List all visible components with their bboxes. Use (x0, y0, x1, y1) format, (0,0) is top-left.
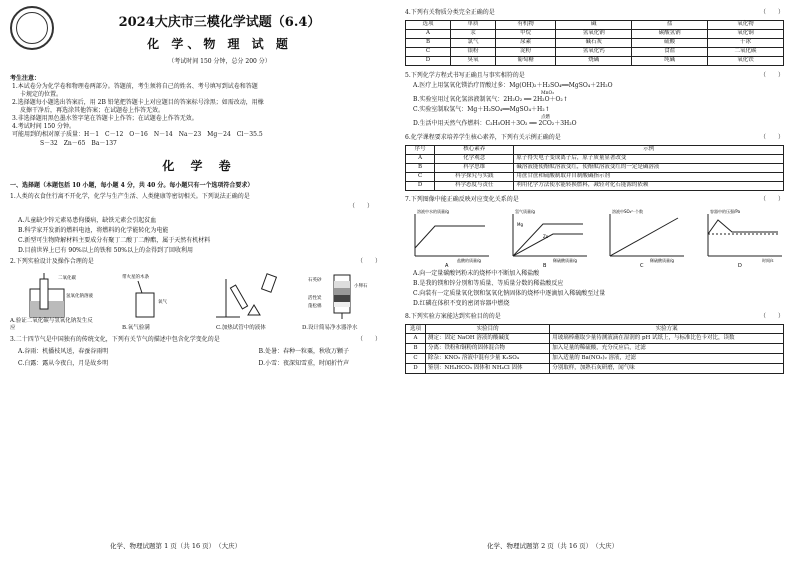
table-cell: B (406, 344, 426, 354)
question-text: 6.化学课程要求培养学生核心素养，下列有关示例正确的是 (405, 133, 561, 141)
table-cell: 葡萄糖 (495, 57, 555, 66)
question-7 (405, 196, 784, 204)
table-row (406, 364, 784, 374)
table-header-cell: 碱 (556, 21, 632, 30)
table-cell: 除杂：KNO₃ 溶液中混有少量 K₂SO₄ (425, 354, 549, 364)
co2-naoh-apparatus-icon (10, 271, 95, 321)
figure-b (108, 271, 193, 333)
table-header-cell: 实验目的 (425, 325, 549, 334)
axis-label: 氢气质量/g (514, 208, 535, 214)
fig-label: 二氧化碳 (58, 275, 76, 281)
question-3 (10, 336, 389, 344)
atomic-masses: 可能用到的相对原子质量：H－1 C－12 O－16 N－14 Na－23 Mg－24 Cl－35.5 (12, 131, 263, 139)
table-cell: 用玻璃棒蘸取少量待测液滴在湿润的 pH 试纸上，与标准比色卡对比，读数 (550, 334, 784, 344)
question-text: 8.下列实验方案能达到实验目的的是 (405, 313, 501, 321)
axis-label: 溶液中SO₄²⁻个数 (612, 208, 644, 214)
option-c: C.实验室制取氢气：Mg＋H₂SO₄══MgSO₄＋H₂↑ (413, 106, 550, 114)
fig-label: 带火星的木条 (122, 274, 149, 280)
option-d: D.红磷在体积不变的密闭容器中燃烧 (413, 300, 510, 308)
option-d: D.目前世界上已有 90%以上的铁和 50%以上的金得到了回收利用 (18, 247, 193, 255)
table-header-cell: 有机物 (495, 21, 555, 30)
q7-graphs (405, 208, 784, 268)
q8-table (405, 324, 784, 374)
table-cell: 干冰 (708, 39, 784, 48)
table-header-cell: 实验方案 (550, 325, 784, 334)
table-cell: 氧化铜 (708, 30, 784, 39)
table-cell: C (406, 172, 435, 181)
answer-paren: （ ） (356, 258, 381, 266)
table-header-cell: 单质 (450, 21, 495, 30)
note-line: 皮擦干净后，再选涂其他答案；在试题卷上作答无效。 (20, 107, 165, 115)
axis-label: 时间/s (761, 257, 774, 263)
table-body (406, 334, 784, 374)
table-row (406, 163, 784, 172)
notes-heading: 考生注意： (10, 74, 41, 82)
table-row (406, 344, 784, 354)
figure-caption: D.设计简易净水器净水 (302, 325, 358, 332)
table-row (406, 48, 784, 57)
table-row (406, 172, 784, 181)
table-cell: 碱溶液能使酚酞溶液变红，使酚酞溶液变红的一定是碱溶液 (514, 163, 784, 172)
fig-label: 石英砂 (308, 277, 322, 283)
note-line: 卡规定的位置。 (20, 91, 63, 99)
question-6 (405, 134, 784, 142)
table-cell: D (406, 57, 451, 66)
table-cell: 甲烷 (495, 30, 555, 39)
table-cell: 科学态度与责任 (435, 181, 514, 190)
option-b: B.科学家开发新的燃料电池，将燃料的化学能转化为电能 (18, 227, 169, 235)
option-c: C.向装有一定质量氧化钡和氢氧化钠固体的烧杯中逐滴加入稀硫酸至过量 (413, 289, 606, 297)
series-label: Mg (516, 221, 523, 227)
table-header-cell: 序号 (406, 145, 435, 154)
page-footer: 化学、物理试题第 1 页（共 16 页） （大庆） (110, 542, 242, 551)
fig-label: 活性炭 (308, 295, 322, 301)
table-row (406, 154, 784, 163)
note-line: 4.考试时间 150 分钟。 (12, 123, 75, 131)
school-seal-logo (10, 6, 54, 50)
figure-a (10, 271, 95, 333)
question-5 (405, 72, 784, 80)
option-b: B.是我的镁和锌分别和等质量、等质量分数的稀盐酸反应 (413, 279, 564, 287)
section-title: 化 学 卷 (162, 158, 237, 173)
part-heading: 一、选择题（本题包括 10 小题，每小题 4 分，共 40 分。每小题只有一个选项符合要求） (10, 181, 254, 189)
option-a: A.医疗上用氢氧化镁治疗胃酸过多：Mg(OH)₂＋H₂SO₄══MgSO₄＋2H₂O (413, 82, 613, 90)
table-cell: C (406, 354, 426, 364)
answer-paren: （ ） (759, 72, 784, 80)
table-cell: D (406, 364, 426, 374)
oxygen-test-apparatus-icon (108, 271, 193, 321)
option-d: D.小雪：夜深知雪重，时闻折竹声 (258, 359, 349, 367)
table-cell: 原子得失电子变成离子后，原子质量显著改变 (514, 154, 784, 163)
fig-label: 蓬松棉 (308, 303, 322, 309)
option-c: C.新型可生物降解材料主要成分有聚丁二酸丁二醇酯，属于天然有机材料 (18, 237, 211, 245)
table-header-cell: 氧化物 (708, 21, 784, 30)
exam-subtitle: 化 学、物 理 试 题 (147, 36, 292, 51)
table-row (406, 354, 784, 364)
table-header-row (406, 325, 784, 334)
table-cell: 氯气 (450, 39, 495, 48)
question-text: 5.下列化学方程式书写正确且与事实相符的是 (405, 72, 525, 80)
axis-label: 稀硫酸质量/g (552, 257, 577, 263)
graph-a (405, 208, 491, 268)
answer-paren: （ ） (356, 335, 381, 343)
table-cell: 加入足量的稀硫酸，充分反应后，过滤 (550, 344, 784, 354)
table-cell: D (406, 181, 435, 190)
answer-paren: （ ） (348, 203, 373, 211)
note-line: 1.本试卷分为化学卷和物理卷两部分。答题前，考生须将自己的姓名、考号填写到试卷和答题 (12, 82, 258, 90)
graph-d (698, 208, 784, 268)
water-purifier-icon (304, 271, 389, 321)
option-a: A.谷雨：机播枝风送，春蚕谷雨明 (18, 347, 109, 355)
table-cell: 化学观念 (435, 154, 514, 163)
table-row (406, 30, 784, 39)
question-text: 2.下列实验设计及操作合理的是 (10, 258, 94, 266)
table-cell: 科学思维 (435, 163, 514, 172)
note-line: 2.选择题每小题选出答案后，用 2B 铅笔把答题卡上对应题目的答案标号涂黑；如需改动，用橡 (12, 99, 264, 107)
exam-title: 2024大庆市三模化学试题（6.4） (118, 15, 321, 30)
question-text: 1.人类的衣食住行离不开化学，化学与生产生活、人类健康等密切相关。下列说法正确的是 (10, 192, 250, 200)
table-row (406, 334, 784, 344)
table-cell: 臭氧 (450, 57, 495, 66)
table-cell: 淀粉 (495, 48, 555, 57)
table-body (406, 154, 784, 190)
table-cell: A (406, 334, 426, 344)
table-cell: 汞 (450, 30, 495, 39)
table-header-cell: 示例 (514, 145, 784, 154)
table-header-row (406, 145, 784, 154)
heating-tube-apparatus-icon (206, 271, 291, 321)
graph-caption: D (737, 262, 742, 268)
axis-label: 稀硫酸质量/g (650, 257, 675, 263)
table-cell: 烧碱 (556, 57, 632, 66)
table-cell: 用蔗甘蔗和硫酸制取并自制酸碱指示剂 (514, 172, 784, 181)
fig-label: 小卵石 (354, 283, 368, 289)
option-row (18, 348, 349, 356)
graph-b (503, 208, 589, 268)
table-row (406, 39, 784, 48)
answer-paren: （ ） (759, 313, 784, 321)
table-header-row (406, 21, 784, 30)
table-row (406, 181, 784, 190)
option-a: A.向一定量碳酸钙粉末的烧杯中不断加入稀盐酸 (413, 269, 540, 277)
axis-label: 盐酸的质量/g (457, 257, 481, 263)
answer-paren: （ ） (759, 133, 784, 141)
table-cell: 氧化铁 (708, 57, 784, 66)
table-header-cell: 选项 (406, 325, 426, 334)
q4-table (405, 20, 784, 66)
table-cell: 利用化学方法使水能转换燃料，减轻对化石能源的依赖 (514, 181, 784, 190)
table-row (406, 57, 784, 66)
table-body (406, 30, 784, 66)
question-text: 7.下列图像中能正确反映对应变化关系的是 (405, 195, 519, 203)
atomic-masses-cont: S－32 Zn－65 Ba－137 (40, 139, 117, 147)
table-cell: 氢氧化钙 (556, 48, 632, 57)
graph-c (600, 208, 686, 268)
table-header-cell: 盐 (632, 21, 708, 30)
condition-label: 点燃 (541, 115, 550, 121)
table-cell: 碱石灰 (556, 39, 632, 48)
table-cell: 硫酸 (632, 39, 708, 48)
catalyst-label: MnO₂ (541, 91, 554, 97)
table-cell: 科学探究与实践 (435, 172, 514, 181)
table-header-cell: 选项 (406, 21, 451, 30)
graph-caption: C (640, 262, 644, 268)
graph-caption: A (445, 262, 449, 268)
series-label: Zn (542, 233, 548, 239)
q6-table (405, 145, 784, 191)
question-text: 3.二十四节气是中国独有的传统文化，下列有关节气的描述中包含化学变化的是 (10, 335, 220, 343)
question-4 (405, 9, 784, 17)
q2-figures (10, 271, 389, 333)
option-b: B.处暑：春种一粒粟，秋收万颗子 (258, 347, 349, 355)
figure-caption: C.加热试管中的液体 (216, 325, 266, 332)
table-cell: 鉴别：NH₄HCO₃ 固体和 NH₄Cl 固体 (425, 364, 549, 374)
page-2 (397, 0, 794, 561)
option-d-row (413, 115, 784, 128)
figure-d (304, 271, 389, 333)
table-cell: 分离：铁粉和铜粉的固体混合物 (425, 344, 549, 354)
table-cell: 加入适量的 Ba(NO₃)₂ 溶液，过滤 (550, 354, 784, 364)
axis-label: 溶液中水的质量/g (417, 208, 449, 214)
question-1 (10, 193, 389, 201)
table-cell: 测定：固定 NaOH 溶液的酸碱度 (425, 334, 549, 344)
figure-c (206, 271, 291, 333)
table-cell: 纯碱 (632, 57, 708, 66)
table-cell: B (406, 163, 435, 172)
fig-label: 氢氧化钠溶液 (66, 293, 93, 299)
note-line: 3.非选择题用黑色墨水签字笔在答题卡上作答；在试题卷上作答无效。 (12, 115, 198, 123)
figure-caption: B.氧气验满 (122, 325, 150, 332)
table-cell: A (406, 154, 435, 163)
table-cell: C (406, 48, 451, 57)
fig-label: 氧气 (158, 299, 167, 305)
answer-paren: （ ） (759, 195, 784, 203)
table-cell: A (406, 30, 451, 39)
answer-paren: （ ） (759, 9, 784, 16)
figure-caption: A.验证二氧化碳与氢氧化钠发生反应 (10, 317, 93, 332)
exam-info: （考试时间 150 分钟，总分 200 分） (168, 57, 271, 65)
table-header-cell: 核心素养 (435, 145, 514, 154)
option-a: A.儿童缺少锌元素易患佝偻病，缺铁元素会引起贫血 (18, 217, 157, 225)
table-cell: B (406, 39, 451, 48)
graph-caption: B (542, 262, 547, 268)
question-text: 4.下列有关物质分类完全正确的是 (405, 9, 495, 16)
table-cell: 二氧化碳 (708, 48, 784, 57)
table-cell: 尿素 (495, 39, 555, 48)
option-d: D.生活中用天然气作燃料：C₂H₅OH＋3O₂ ══ 2CO₂＋3H₂O (413, 120, 577, 128)
table-cell: 碳酸氢钠 (632, 30, 708, 39)
table-cell: 氢氧化钠 (556, 30, 632, 39)
page-footer: 化学、物理试题第 2 页（共 16 页） （大庆） (487, 542, 619, 551)
table-cell: 银粉 (450, 48, 495, 57)
option-b-row (413, 91, 784, 104)
axis-label: 容器中的压强/Pa (709, 208, 740, 214)
option-b: B.实验室用过氧化氢溶液制氧气：2H₂O₂ ══ 2H₂O＋O₂↑ (413, 96, 568, 104)
option-row (18, 360, 349, 368)
table-cell: 食盐 (632, 48, 708, 57)
question-8 (405, 313, 784, 321)
option-c: C.白露：露从今夜白，月是故乡明 (18, 359, 109, 367)
question-2 (10, 258, 389, 266)
table-cell: 分别取样，加熟石灰研磨，闻气味 (550, 364, 784, 374)
